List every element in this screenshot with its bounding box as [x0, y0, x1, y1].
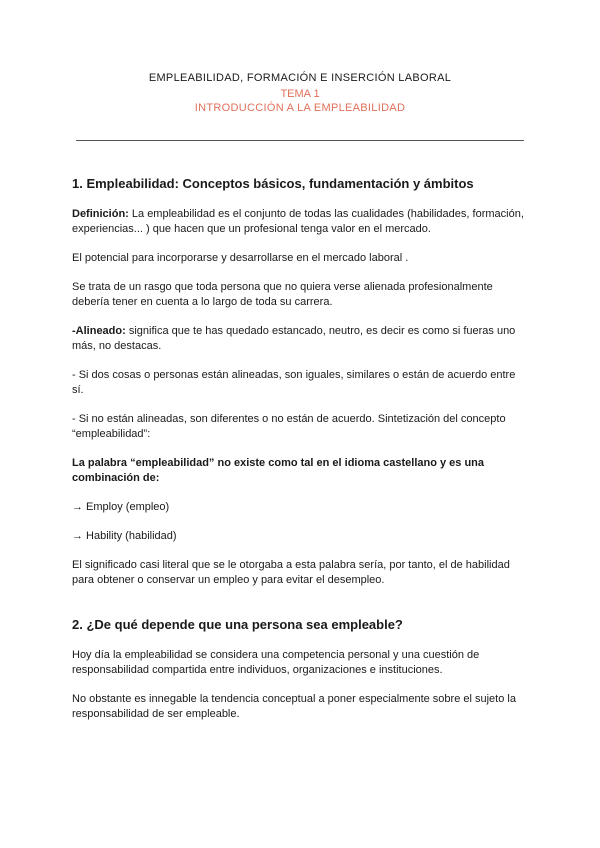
- no-obstante-paragraph: No obstante es innegable la tendencia conceptual a poner especialmente sobre el sujeto la responsabilidad de ser empleable.: [72, 693, 516, 720]
- definicion-paragraph: [72, 207, 528, 237]
- hoy-paragraph: Hoy día la empleabilidad se considera una competencia personal y una cuestión de responsabilidad compartida entre individuos, organizaciones e instituciones.: [72, 649, 480, 676]
- significado-paragraph: El significado casi literal que se le otorgaba a esta palabra sería, por tanto, el de habilidad para obtener o conservar un empleo y para evitar el desempleo.: [72, 559, 510, 586]
- section-1-heading: 1. Empleabilidad: Conceptos básicos, fundamentación y ámbitos: [72, 176, 474, 191]
- alineadas-paragraph: - Si dos cosas o personas están alineadas, son iguales, similares o están de acuerdo entre sí.: [72, 369, 516, 396]
- potencial-paragraph: El potencial para incorporarse y desarrollarse en el mercado laboral .: [72, 252, 409, 264]
- employ-item: → Employ (empleo): [72, 501, 170, 513]
- definicion-label: Definición:: [72, 208, 129, 220]
- tema-label: TEMA 1: [280, 88, 320, 100]
- alineado-label: -Alineado:: [72, 325, 126, 337]
- palabra-paragraph: La palabra “empleabilidad” no existe como tal en el idioma castellano y es una combinación de:: [72, 457, 485, 484]
- header-divider: [76, 140, 524, 141]
- alineado-paragraph: [72, 324, 528, 354]
- hability-item: → Hability (habilidad): [72, 530, 177, 542]
- rasgo-paragraph: Se trata de un rasgo que toda persona que no quiera verse alienada profesionalmente debería tener en cuenta a lo largo de toda su carrera.: [72, 281, 493, 308]
- definicion-text: La empleabilidad es el conjunto de todas las cualidades (habilidades, formación, experiencias... ) que hacen que un profesional tenga valor en el mercado.: [72, 208, 524, 235]
- document-title: EMPLEABILIDAD, FORMACIÓN E INSERCIÓN LABORAL: [148, 72, 452, 84]
- tema-subtitle: INTRODUCCIÓN A LA EMPLEABILIDAD: [194, 102, 406, 114]
- section-2-heading: 2. ¿De qué depende que una persona sea empleable?: [72, 617, 403, 632]
- alineado-text: significa que te has quedado estancado, neutro, es decir es como si fueras uno más, no destacas.: [72, 325, 516, 352]
- no-alineadas-paragraph: - Si no están alineadas, son diferentes o no están de acuerdo. Sintetización del concepto “empleabilidad”:: [72, 413, 506, 440]
